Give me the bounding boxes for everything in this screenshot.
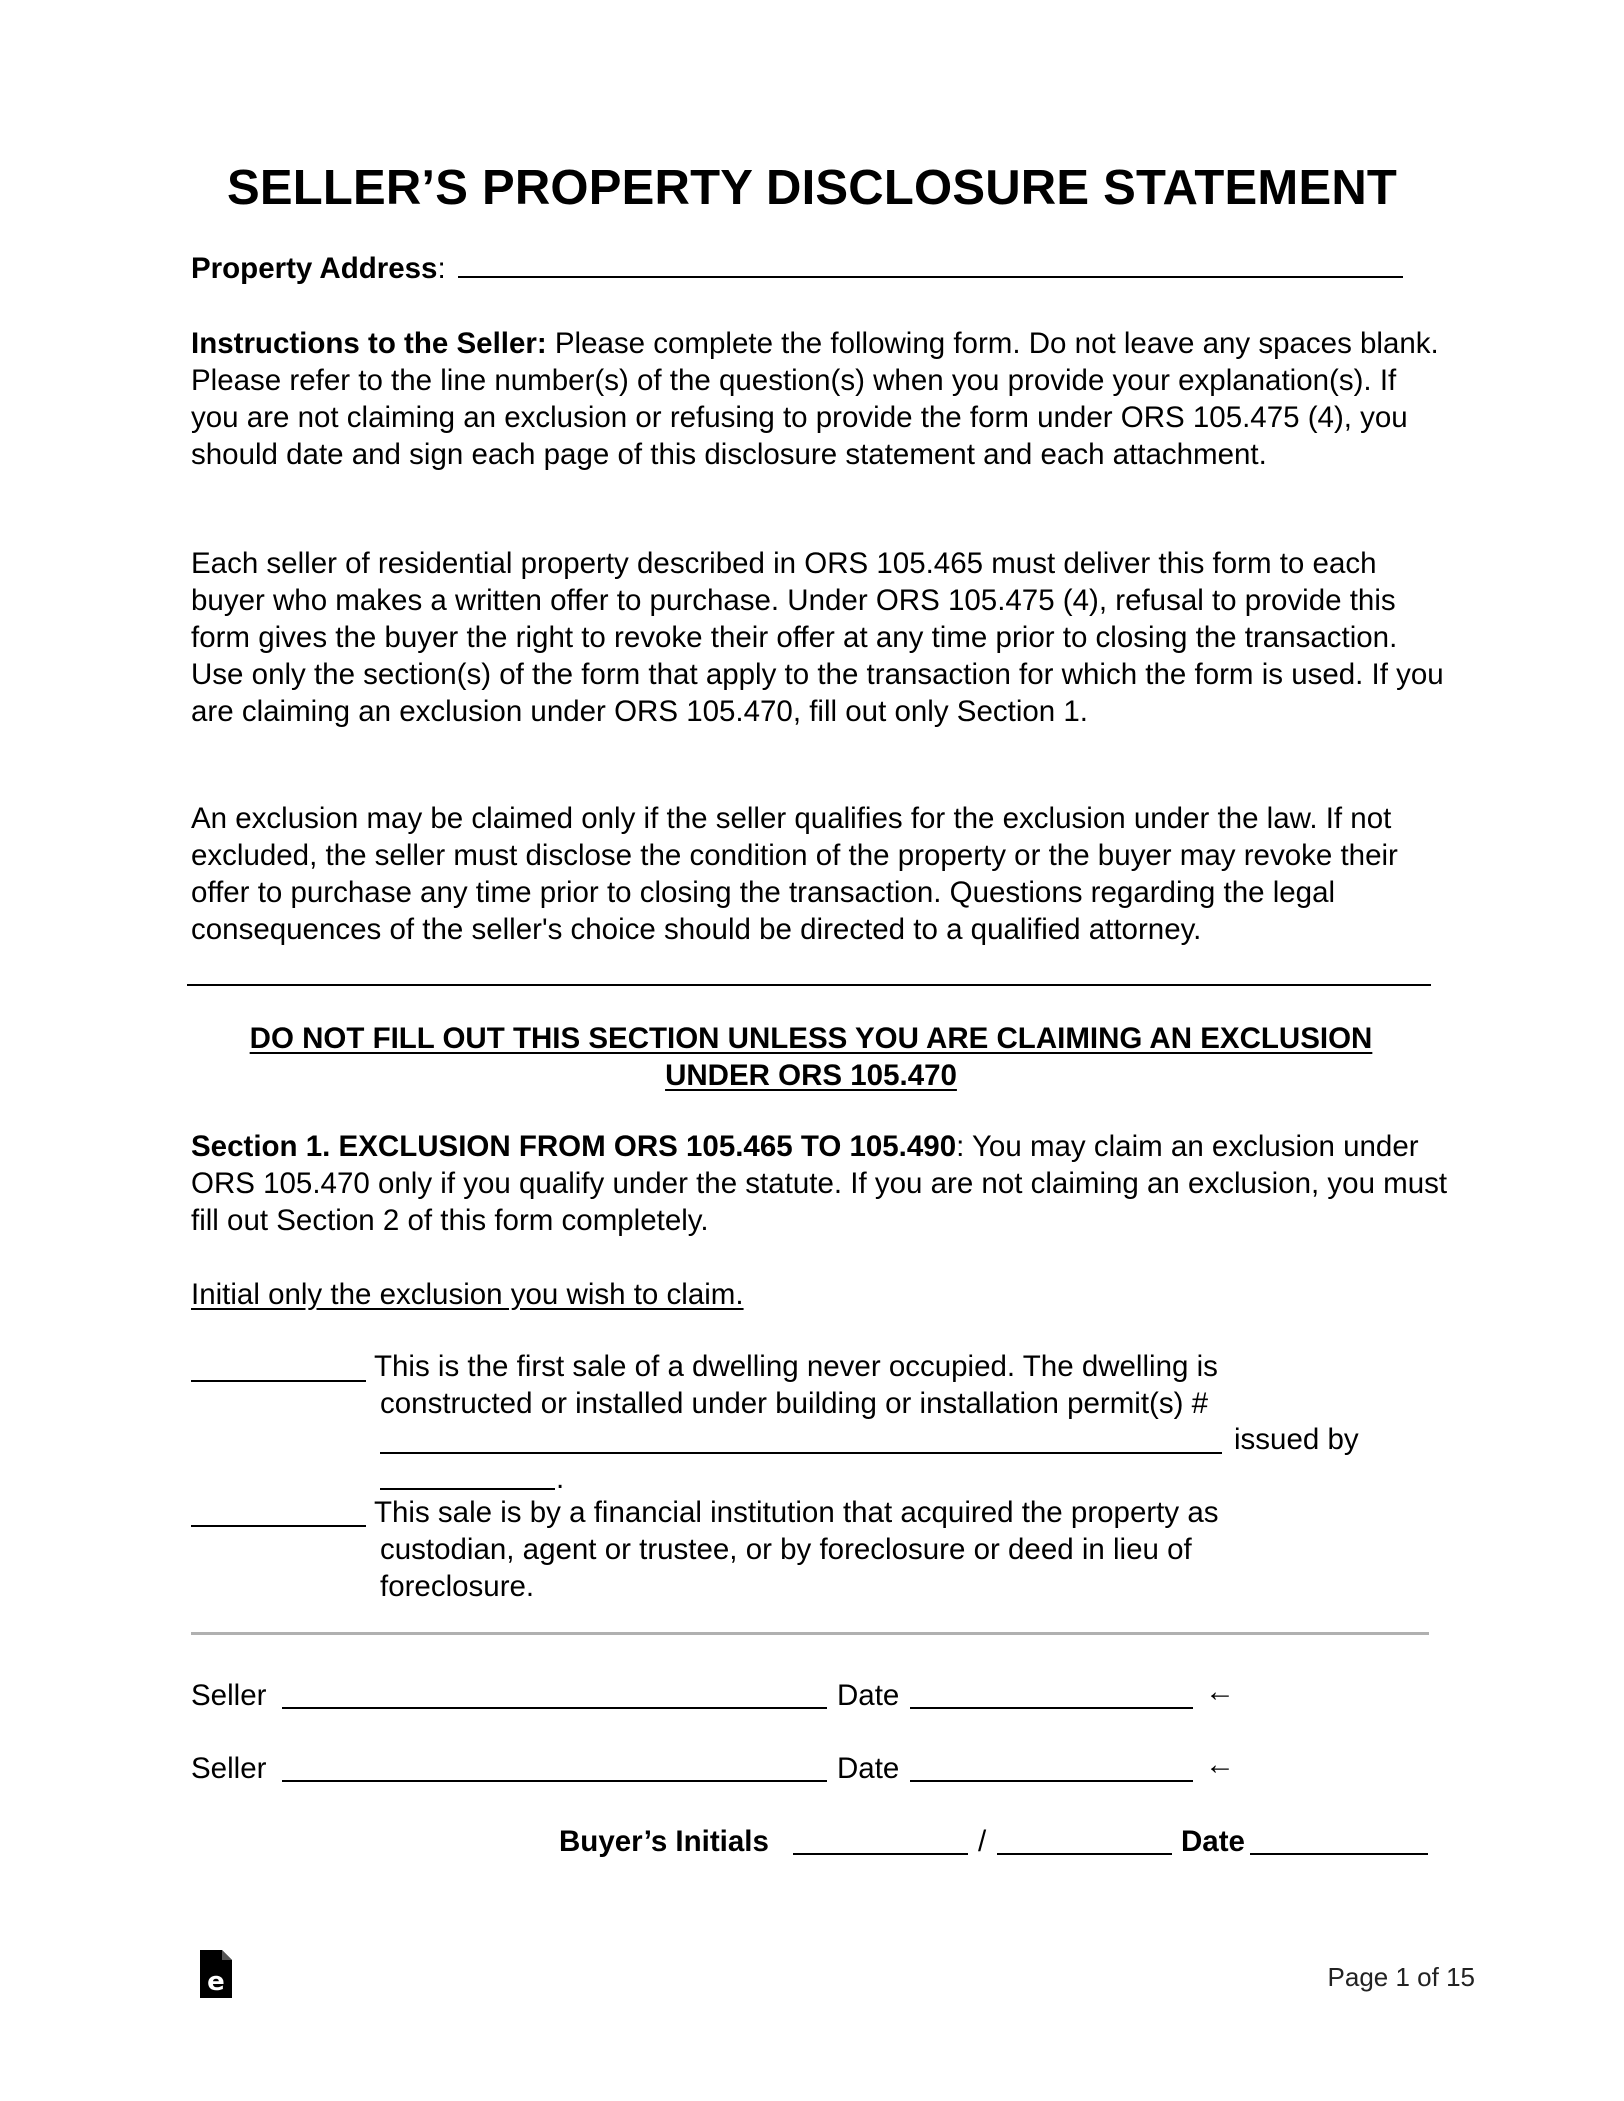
instructions-text: Please complete the following form. Do not leave any spaces blank. Please refer to the line number(s) of the question(s) when you provide your explanation(s). If you are not claiming an exclusion or refusing to provide the form under ORS 105.475 (4), you should date and sign each page of this disclosure statement and each attachment. [191,327,1439,471]
section-1-text: : You may claim an exclusion under ORS 105.470 only if you qualify under the statute. If you are not claiming an exclusion, you must fill out Section 2 of this form completely. [191,1130,1448,1237]
exclusion-2-initial-field[interactable] [191,1525,366,1527]
exclusion-2-line-3: foreclosure. [380,1570,535,1603]
seller-1-date-field[interactable] [910,1707,1193,1709]
signature-divider [191,1632,1429,1635]
exclusion-warning [191,1020,1431,1094]
property-address-label: Property Address [191,252,438,285]
seller-2-date-label: Date [837,1752,900,1785]
exclusion-2-line-1: This sale is by a financial institution that acquired the property as [374,1496,1219,1529]
delivery-paragraph: Each seller of residential property described in ORS 105.465 must deliver this form to each buyer who makes a written offer to purchase. Under ORS 105.475 (4), refusal to provide this form gives the buyer the right to revoke their offer at any time prior to closing the transaction. Use only the section(s) of the form that apply to the transaction for which the form is used. If you are claiming an exclusion under ORS 105.470, fill out only Section 1. [191,547,1444,728]
buyer-1-initials-field[interactable] [793,1853,968,1855]
exclusion-1-initial-field[interactable] [191,1380,366,1382]
seller-1-signature-field[interactable] [282,1707,827,1709]
seller-2-arrow-icon: ← [1205,1748,1235,1781]
seller-2-signature-field[interactable] [282,1780,827,1782]
seller-2-date-field[interactable] [910,1780,1193,1782]
section-1-label: Section 1. EXCLUSION FROM ORS 105.465 TO 105.490 [191,1130,957,1163]
instructions-label: Instructions to the Seller: [191,327,547,360]
buyer-date-label: Date [1181,1825,1245,1858]
exclusion-1-period: . [556,1462,565,1495]
exclusion-2-line-2: custodian, agent or trustee, or by foreclosure or deed in lieu of [380,1533,1192,1566]
instructions-paragraph [191,325,1451,473]
seller-1-arrow-icon: ← [1205,1675,1235,1708]
buyer-initials-label: Buyer’s Initials [559,1825,769,1858]
warning-line-2: UNDER ORS 105.470 [665,1059,957,1092]
issued-by-field[interactable] [380,1488,555,1490]
page-number: Page 1 of 15 [1327,1962,1475,1992]
document-title: SELLER’S PROPERTY DISCLOSURE STATEMENT [226,161,1398,215]
section-divider [187,984,1431,986]
brand-logo-icon [196,1948,236,2000]
buyer-2-initials-field[interactable] [997,1853,1172,1855]
seller-2-label: Seller [191,1752,267,1785]
initials-slash: / [978,1825,987,1858]
issued-by-label: issued by [1234,1423,1359,1456]
initial-heading: Initial only the exclusion you wish to claim. [191,1278,744,1311]
property-address-field[interactable] [458,252,1403,278]
exclusion-paragraph: An exclusion may be claimed only if the seller qualifies for the exclusion under the law. If not excluded, the seller must disclose the condition of the property or the buyer may revoke their offer to purchase any time prior to closing the transaction. Questions regarding the legal consequences of the seller's choice should be directed to a qualified attorney. [191,802,1398,946]
buyer-date-field[interactable] [1250,1853,1428,1855]
svg-text:e: e [207,1967,225,1997]
warning-line-1: DO NOT FILL OUT THIS SECTION UNLESS YOU ARE CLAIMING AN EXCLUSION [249,1022,1373,1055]
exclusion-1-line-2: constructed or installed under building or installation permit(s) # [380,1387,1209,1420]
property-address-row: Property Address: [191,250,1451,287]
permit-number-field[interactable] [380,1452,1222,1454]
section-1-paragraph [191,1128,1451,1239]
seller-1-label: Seller [191,1679,267,1712]
exclusion-1-line-1: This is the first sale of a dwelling never occupied. The dwelling is [374,1350,1218,1383]
seller-1-date-label: Date [837,1679,900,1712]
